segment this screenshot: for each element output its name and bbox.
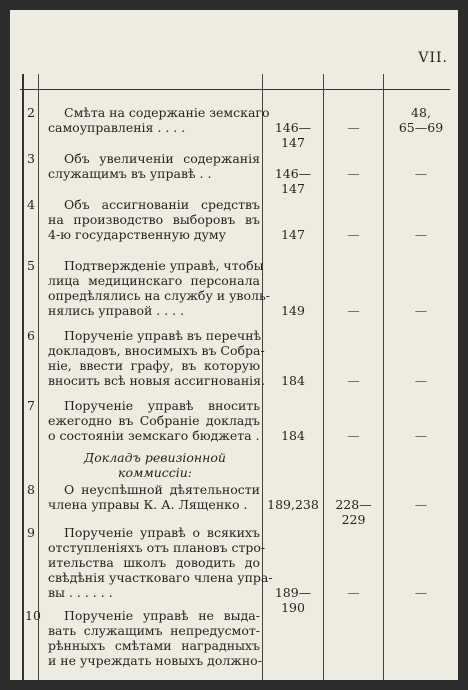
page-ref-1: 146—147	[274, 166, 312, 196]
page-ref-2: —	[347, 120, 360, 135]
page-ref-3: —	[414, 166, 428, 181]
page-ref-3: —	[414, 227, 428, 242]
page-ref-3: 48,	[411, 105, 431, 120]
page-ref-3: —	[414, 428, 428, 443]
row-text	[48, 482, 260, 512]
page-ref-2: —	[347, 166, 360, 181]
row-number: 10	[25, 608, 41, 623]
row-text-line: Объ увеличеніи содержанія	[64, 151, 260, 166]
row-text-line: на производство выборовъ въ	[48, 212, 260, 227]
row-text-line: вы . . . . . .	[48, 585, 113, 600]
row-text-line: 4-ю государственную думу	[48, 227, 226, 242]
page-ref-1: 184	[281, 428, 305, 443]
row-text-line: Подтвержденіе управѣ, чтобы	[64, 258, 264, 273]
row-number: 4	[27, 197, 35, 212]
column-divider-number	[38, 74, 39, 680]
table-border-left	[22, 74, 24, 680]
page-ref-2: —	[347, 373, 360, 388]
row-text-line: опредѣлялись на службу и уволь-	[48, 288, 270, 303]
row-text-line: Порученіе управѣ не выда-	[64, 608, 260, 623]
row-text-line: О неуспѣшной дѣятельности	[64, 482, 260, 497]
row-text-line: Порученіе управѣ о всякихъ	[64, 525, 260, 540]
row-text	[48, 197, 260, 242]
page-ref-3: —	[414, 497, 428, 512]
page-ref-2: —	[347, 428, 360, 443]
row-number: 8	[27, 482, 35, 497]
row-text-line: и не учреждать новыхъ должно-	[48, 653, 262, 668]
row-number: 9	[27, 525, 35, 540]
row-text-line: докладовъ, вносимыхъ въ Собра-	[48, 343, 265, 358]
row-text-line: рѣнныхъ смѣтами наградныхъ	[48, 638, 260, 653]
row-text-line: ежегодно въ Собраніе докладъ	[48, 413, 260, 428]
page-ref-1: 147	[281, 227, 305, 242]
row-text	[48, 398, 260, 443]
row-text	[48, 608, 260, 668]
page-ref-2: —	[347, 585, 360, 600]
row-text-line: Смѣта на содержаніе земскаго	[64, 105, 270, 120]
row-text-line: лица медицинскаго персонала	[48, 273, 260, 288]
row-text-line: Порученіе управѣ вносить	[64, 398, 260, 413]
section-heading: Докладъ ревизіонной коммиссіи:	[84, 450, 226, 480]
row-number: 7	[27, 398, 35, 413]
page-ref-3: —	[414, 585, 428, 600]
row-text-line: вносить всѣ новыя ассигнованія.	[48, 373, 266, 388]
page-number: VII.	[418, 50, 448, 66]
page-ref-1: 189—190	[274, 585, 312, 615]
row-number: 3	[27, 151, 35, 166]
page-ref-1: 189,238	[267, 497, 319, 512]
page-ref-1: 184	[281, 373, 305, 388]
row-text-line: Объ ассигнованіи средствъ	[64, 197, 260, 212]
row-text-line: служащимъ въ управѣ . .	[48, 166, 212, 181]
row-text-line: нялись управой . . . .	[48, 303, 185, 318]
row-number: 6	[27, 328, 35, 343]
page-ref-2: —	[347, 303, 360, 318]
row-text	[48, 151, 260, 181]
row-text-line: отступленіяхъ отъ плановъ стро-	[48, 540, 266, 555]
row-text-line: члена управы К. А. Лященко .	[48, 497, 248, 512]
row-text-line: Порученіе управѣ въ перечнѣ	[64, 328, 262, 343]
row-text	[48, 525, 273, 600]
row-text-line: самоуправленія . . . .	[48, 120, 186, 135]
page-ref-2: —	[347, 227, 360, 242]
row-number: 5	[27, 258, 35, 273]
page-ref-1: 149	[281, 303, 305, 318]
row-text-line: свѣдѣнія участковаго члена упра-	[48, 570, 273, 585]
page-ref-3: —	[414, 303, 428, 318]
row-text-line: ительства школъ доводить до	[48, 555, 260, 570]
row-text	[48, 105, 270, 135]
table-top-rule	[20, 89, 450, 90]
row-number: 2	[27, 105, 35, 120]
page-ref-2: 228—229	[335, 497, 372, 527]
page-ref-3-cont: 65—69	[398, 120, 444, 135]
row-text	[48, 328, 266, 388]
row-text-line: вать служащимъ непредусмот-	[48, 623, 260, 638]
page-ref-1: 146—147	[274, 120, 312, 150]
document-page	[10, 10, 458, 680]
row-text-line: ніе, ввести графу, въ которую	[48, 358, 260, 373]
row-text-line: о состояніи земскаго бюджета .	[48, 428, 260, 443]
page-ref-3: —	[414, 373, 428, 388]
row-text	[48, 258, 270, 318]
